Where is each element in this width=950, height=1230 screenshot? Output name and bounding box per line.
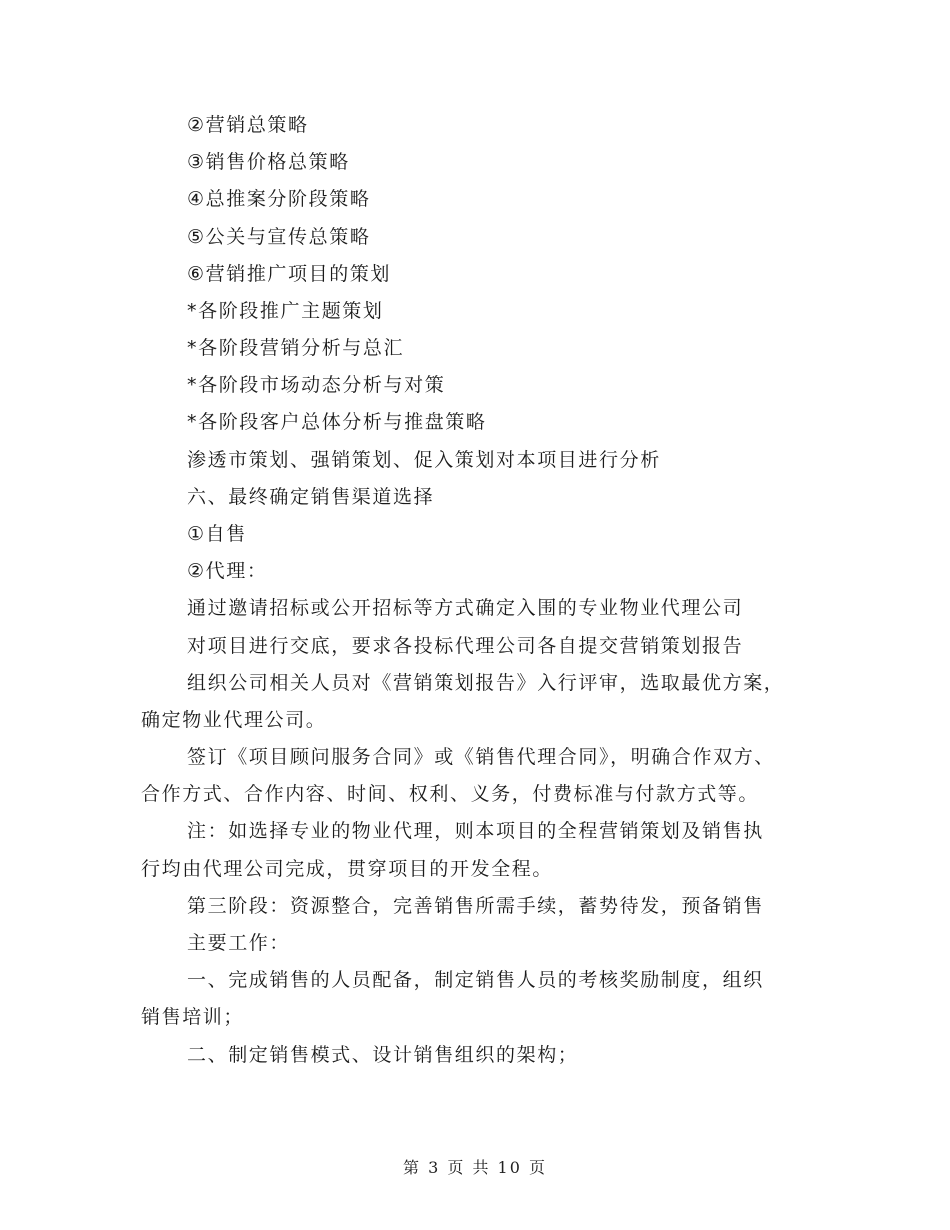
text-line: ⑥营销推广项目的策划: [187, 263, 392, 285]
text-line: 主要工作：: [187, 932, 291, 954]
text-line: ③销售价格总策略: [187, 151, 350, 173]
text-line: 渗透市策划、强销策划、促入策划对本项目进行分析: [187, 449, 661, 471]
text-line: 合作方式、合作内容、时间、权利、义务，付费标准与付款方式等。: [141, 783, 760, 805]
text-line: 签订《项目顾问服务合同》或《销售代理合同》，明确合作双方、: [187, 746, 775, 768]
text-line: *各阶段营销分析与总汇: [187, 337, 405, 359]
text-line: *各阶段市场动态分析与对策: [187, 374, 446, 396]
text-line: 行均由代理公司完成，贯穿项目的开发全程。: [141, 858, 554, 880]
text-line: 组织公司相关人员对《营销策划报告》入行评审，选取最优方案，: [187, 672, 785, 694]
text-line: ④总推案分阶段策略: [187, 188, 371, 210]
text-line: 注：如选择专业的物业代理，则本项目的全程营销策划及销售执: [187, 820, 764, 842]
section-heading: 六、最终确定销售渠道选择: [187, 486, 435, 508]
text-line: 通过邀请招标或公开招标等方式确定入围的专业物业代理公司: [187, 597, 744, 619]
section-heading: 第三阶段：资源整合，完善销售所需手续，蓄势待发，预备销售: [187, 895, 764, 917]
text-line: ②代理：: [187, 560, 268, 582]
text-line: 一、完成销售的人员配备，制定销售人员的考核奖励制度，组织: [187, 969, 764, 991]
text-line: *各阶段推广主题策划: [187, 300, 384, 322]
text-line: *各阶段客户总体分析与推盘策略: [187, 411, 487, 433]
text-line: 确定物业代理公司。: [141, 709, 327, 731]
text-line: ①自售: [187, 523, 247, 545]
text-line: 对项目进行交底，要求各投标代理公司各自提交营销策划报告: [187, 635, 744, 657]
text-line: 销售培训；: [141, 1006, 245, 1028]
page-number-footer: 第 3 页 共 10 页: [403, 1158, 547, 1177]
text-line: 二、制定销售模式、设计销售组织的架构；: [187, 1044, 579, 1066]
text-line: ⑤公关与宣传总策略: [187, 226, 371, 248]
text-line: ②营销总策略: [187, 114, 309, 136]
